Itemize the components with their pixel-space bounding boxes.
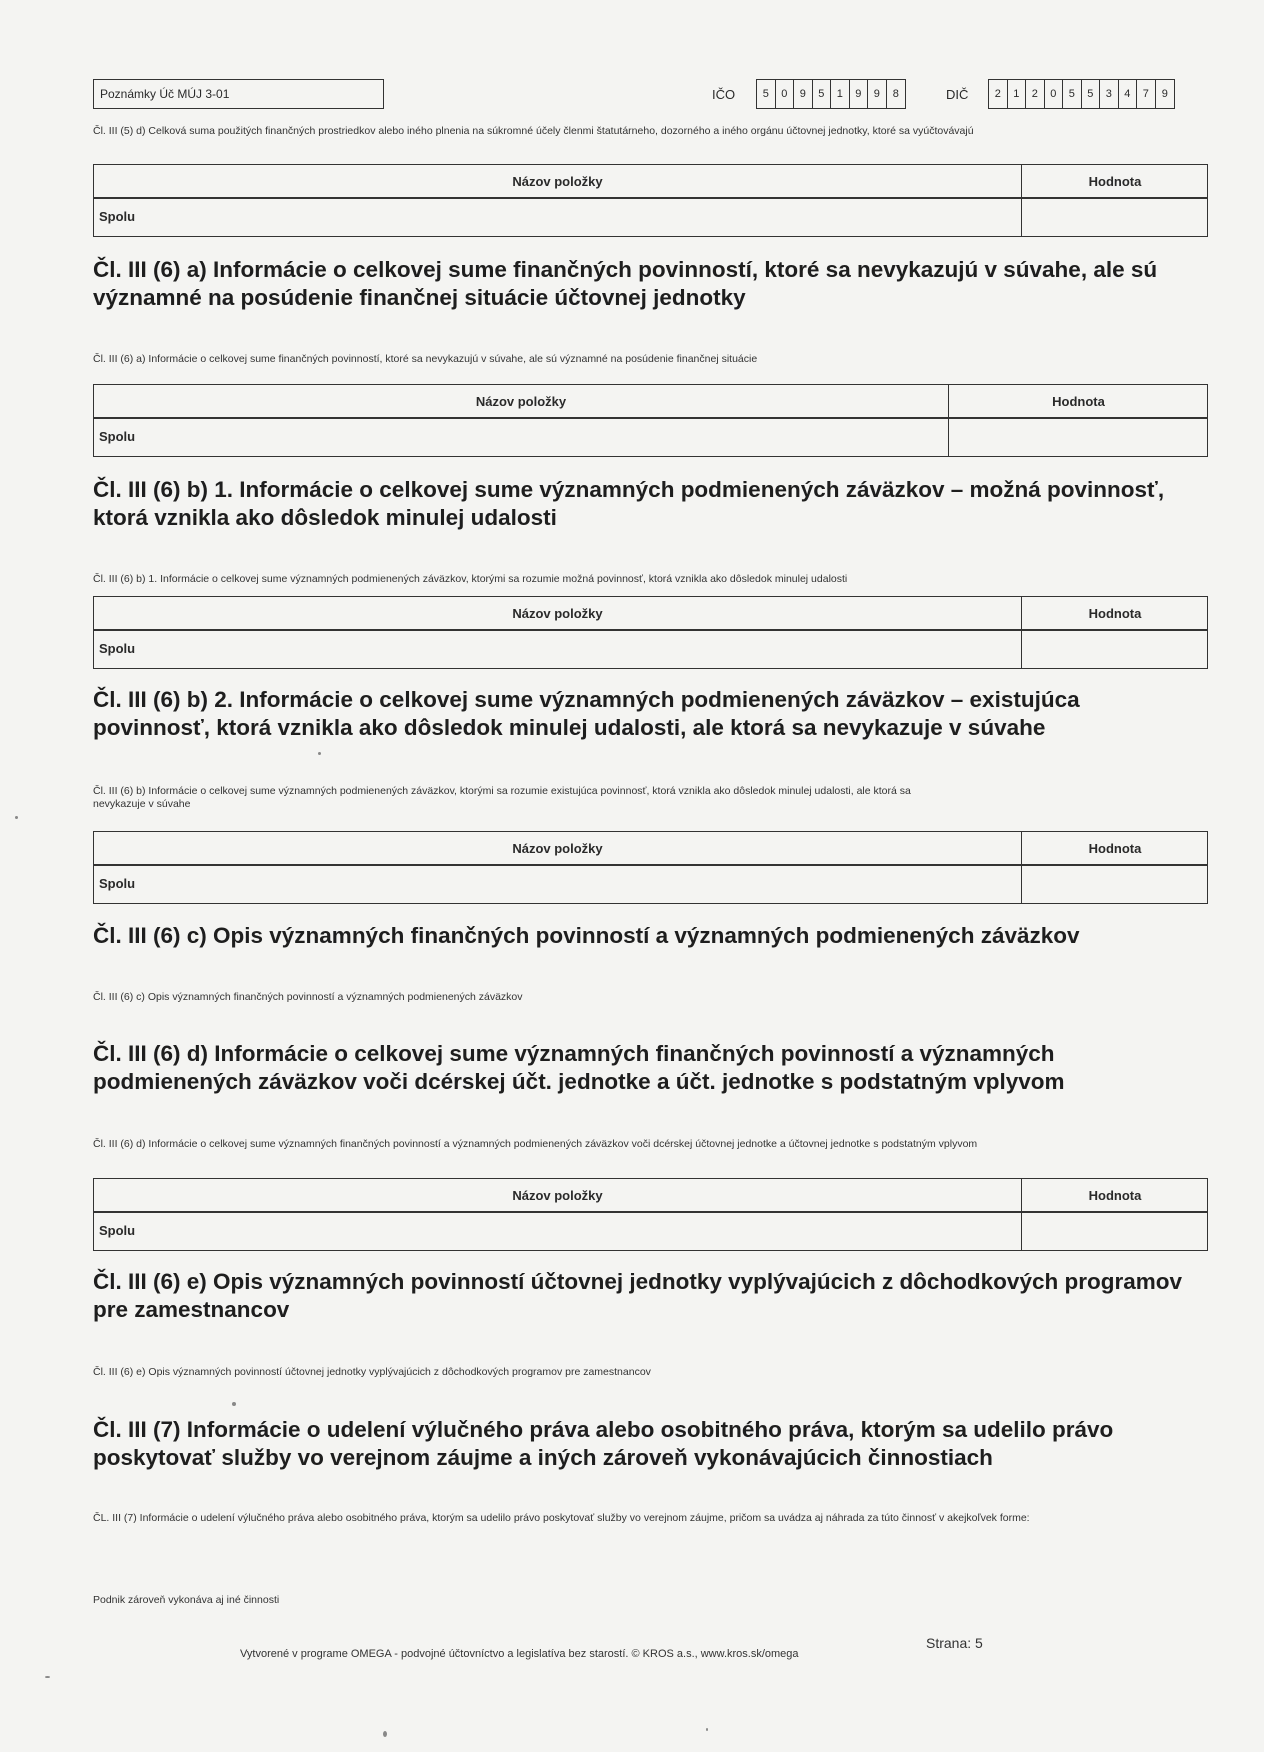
scan-speck: [383, 1731, 387, 1737]
section-6d-heading: Čl. III (6) d) Informácie o celkovej sume významných finančných povinností a významných podmienených záväzkov voči dcérskej účt. jednotke a účt. jednotke s podstatným vplyvom: [93, 1041, 1065, 1094]
name-column-header: Názov položky: [94, 1179, 1022, 1211]
section-6e-note: Čl. III (6) e) Opis významných povinností účtovnej jednotky vyplývajúcich z dôchodkových programov pre zamestnancov: [93, 1366, 651, 1378]
table-5d: [93, 164, 1208, 237]
table-6a: [93, 384, 1208, 457]
value-column-header: Hodnota: [1088, 840, 1142, 856]
total-row-label: Spolu: [94, 199, 1022, 236]
digit-box: 2: [1026, 80, 1045, 108]
digit-box: 1: [1008, 80, 1027, 108]
name-column-header: Názov položky: [94, 832, 1022, 864]
section-6d-note: Čl. III (6) d) Informácie o celkovej sume významných finančných povinností a významných podmienených záväzkov voči dcérskej účtovnej jednotke a účtovnej jednotke s podstatným vplyvom: [93, 1138, 978, 1150]
digit-box: 3: [1100, 80, 1119, 108]
total-row-label: Spolu: [94, 631, 1022, 668]
name-column-header: Názov položky: [94, 165, 1022, 197]
dic-digit-boxes: [988, 79, 1175, 109]
ico-digit-boxes: [756, 79, 906, 109]
section-7-heading: Čl. III (7) Informácie o udelení výlučného práva alebo osobitného práva, ktorým sa udelilo právo poskytovať služby vo verejnom záujme a iných zároveň vykonávajúcich činnostiach: [93, 1417, 1114, 1470]
value-column-header: Hodnota: [1088, 605, 1142, 621]
table-6b2: [93, 831, 1208, 904]
total-row-label: Spolu: [94, 866, 1022, 903]
value-column-header: Hodnota: [1088, 1187, 1142, 1203]
section-6e-heading: Čl. III (6) e) Opis významných povinností účtovnej jednotky vyplývajúcich z dôchodkových programov pre zamestnancov: [93, 1269, 1182, 1322]
digit-box: 5: [1063, 80, 1082, 108]
scan-speck: [706, 1728, 708, 1731]
digit-box: 8: [892, 88, 899, 100]
digit-box: 9: [794, 80, 813, 108]
digit-box: 9: [1161, 88, 1168, 100]
digit-box: 7: [1137, 80, 1156, 108]
digit-box: 4: [1119, 80, 1138, 108]
value-column-header: Hodnota: [1052, 393, 1105, 409]
digit-box: 2: [989, 80, 1008, 108]
document-title-box: Poznámky Úč MÚJ 3-01: [93, 79, 384, 109]
section-6b1-heading: Čl. III (6) b) 1. Informácie o celkovej sume významných podmienených záväzkov – možná povinnosť, ktorá vznikla ako dôsledok minulej udalosti: [93, 477, 1165, 530]
scan-speck: [232, 1402, 236, 1406]
section-6b1-note: Čl. III (6) b) 1. Informácie o celkovej sume významných podmienených záväzkov, ktorými sa rozumie možná povinnosť, ktorá vznikla ako dôsledok minulej udalosti: [93, 573, 848, 585]
section-6a-note: Čl. III (6) a) Informácie o celkovej sume finančných povinností, ktoré sa nevykazujú v súvahe, ale sú významné na posúdenie finančnej situácie: [93, 353, 758, 365]
digit-box: 5: [757, 80, 776, 108]
table-6d: [93, 1178, 1208, 1251]
dic-label: DIČ: [946, 87, 969, 102]
digit-box: 9: [868, 80, 887, 108]
section-6c-note: Čl. III (6) c) Opis významných finančných povinností a významných podmienených záväzkov: [93, 991, 523, 1003]
section-7-extra: Podnik zároveň vykonáva aj iné činnosti: [93, 1594, 280, 1606]
section-5d-note: Čl. III (5) d) Celková suma použitých finančných prostriedkov alebo iného plnenia na súkromné účely členmi štatutárneho, dozorného a iného orgánu účtovnej jednotky, ktoré sa vyúčtovávajú: [93, 125, 974, 137]
table-6b1: [93, 596, 1208, 669]
digit-box: 9: [850, 80, 869, 108]
digit-box: 1: [831, 80, 850, 108]
digit-box: 5: [1082, 80, 1101, 108]
digit-box: 0: [776, 80, 795, 108]
page-number: Strana: 5: [926, 1635, 983, 1651]
digit-box: 5: [813, 80, 832, 108]
scan-speck: [45, 1676, 50, 1678]
name-column-header: Názov položky: [94, 385, 949, 417]
section-6a-heading: Čl. III (6) a) Informácie o celkovej sume finančných povinností, ktoré sa nevykazujú v súvahe, ale sú významné na posúdenie finančnej situácie účtovnej jednotky: [93, 257, 1158, 310]
name-column-header: Názov položky: [94, 597, 1022, 629]
section-6b2-note: Čl. III (6) b) Informácie o celkovej sume významných podmienených záväzkov, ktorými sa rozumie existujúca povinnosť, ktorá vznikla ako dôsledok minulej udalosti, ale ktorá sa nevykazuje v súvahe: [93, 785, 911, 810]
ico-label: IČO: [712, 87, 736, 102]
total-row-label: Spolu: [94, 419, 949, 456]
section-6c-heading: Čl. III (6) c) Opis významných finančných povinností a významných podmienených záväzkov: [93, 923, 1080, 948]
footer-credit: Vytvorené v programe OMEGA - podvojné účtovníctvo a legislatíva bez starostí. © KROS a.s., www.kros.sk/omega: [240, 1648, 799, 1660]
value-column-header: Hodnota: [1088, 173, 1142, 189]
section-7-note: ČL. III (7) Informácie o udelení výlučného práva alebo osobitného práva, ktorým sa udelilo právo poskytovať služby vo verejnom záujme, pričom sa uvádza aj náhrada za túto činnosť v akejkoľvek forme:: [93, 1512, 1030, 1524]
section-6b2-heading: Čl. III (6) b) 2. Informácie o celkovej sume významných podmienených záväzkov – existujúca povinnosť, ktorá vznikla ako dôsledok minulej udalosti, ale ktorá sa nevykazuje v súvahe: [93, 687, 1080, 740]
total-row-label: Spolu: [94, 1213, 1022, 1250]
scan-speck: [15, 816, 18, 819]
digit-box: 0: [1045, 80, 1064, 108]
scan-speck: [318, 752, 321, 755]
